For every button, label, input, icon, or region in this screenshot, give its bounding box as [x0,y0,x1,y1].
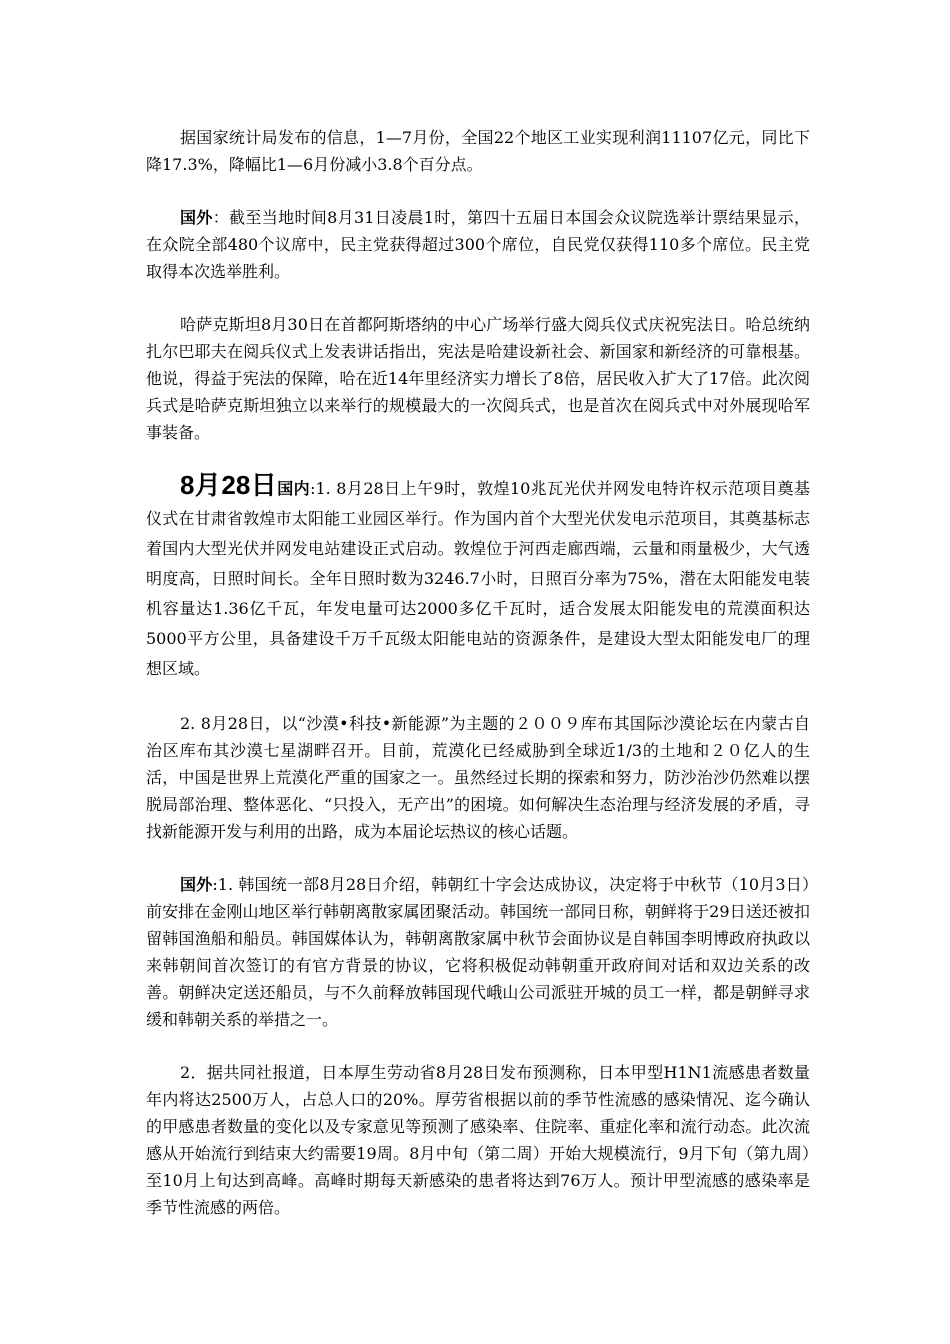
document-page [146,124,810,1247]
paragraph-korea-reunion [146,871,810,1033]
section-label-international: 国外 [180,208,213,227]
date-heading: 8月28日 [180,470,278,500]
paragraph-japan-election [146,204,810,285]
paragraph-kubuqi-forum: 2. 8月28日，以“沙漠•科技•新能源”为主题的２００９库布其国际沙漠论坛在内蒙古自治区库布其沙漠七星湖畔召开。目前，荒漠化已经威胁到全球近1/3的土地和２０亿人的生活，中国是世界上荒漠化严重的国家之一。虽然经过长期的探索和努力，防沙治沙仍然难以摆脱局部治理、整体恶化、“只投入，无产出”的困境。如何解决生态治理与经济发展的矛盾，寻找新能源开发与利用的出路，成为本届论坛热议的核心话题。 [146,714,810,841]
section-label-domestic: 国内 [277,479,311,498]
section-label-international: 国外 [180,875,213,894]
paragraph-text: :1. 韩国统一部8月28日介绍，韩朝红十字会达成协议，决定将于中秋节（10月3日）前安排在金刚山地区举行韩朝离散家属团聚活动。韩国统一部同日称，朝鲜将于29日送还被扣留韩国渔船和船员。韩国媒体认为，韩朝离散家属中秋节会面协议是自韩国李明博政府执政以来韩朝间首次签订的有官方背景的协议，它将积极促动韩朝重开政府间对话和双边关系的改善。朝鲜决定送还船员，与不久前释放韩国现代峨山公司派驻开城的员工一样，都是朝鲜寻求缓和韩朝关系的举措之一。 [146,875,810,1029]
paragraph-kazakhstan-parade: 哈萨克斯坦8月30日在首都阿斯塔纳的中心广场举行盛大阅兵仪式庆祝宪法日。哈总统纳扎尔巴耶夫在阅兵仪式上发表讲话指出，宪法是哈建设新社会、新国家和新经济的可靠根基。他说，得益于宪法的保障，哈在近14年里经济实力增长了8倍，居民收入扩大了17倍。此次阅兵式是哈萨克斯坦独立以来举行的规模最大的一次阅兵式，也是首次在阅兵式中对外展现哈军事装备。 [146,315,810,442]
paragraph-text: :1. 8月28日上午9时，敦煌10兆瓦光伏并网发电特许权示范项目奠基仪式在甘肃省敦煌市太阳能工业园区举行。作为国内首个大型光伏发电示范项目，其奠基标志着国内大型光伏并网发电站建设正式启动。敦煌位于河西走廊西端，云量和雨量极少，大气透明度高，日照时间长。全年日照时数为3246.7小时，日照百分率为75%，潜在太阳能发电装机容量达1.36亿千瓦，年发电量可达2000多亿千瓦时，适合发展太阳能发电的荒漠面积达5000平方公里，具备建设千万千瓦级太阳能电站的资源条件，是建设大型太阳能发电厂的理想区域。 [146,479,810,678]
paragraph-industrial-profits: 据国家统计局发布的信息，1—7月份，全国22个地区工业实现利润11107亿元，同比下降17.3%，降幅比1—6月份减小3.8个百分点。 [146,128,810,174]
paragraph-dunhuang-solar [146,472,810,684]
paragraph-japan-flu: 2．据共同社报道，日本厚生劳动省8月28日发布预测称，日本甲型H1N1流感患者数量年内将达2500万人，占总人口的20%。厚劳省根据以前的季节性流感的感染情况、迄今确认的甲感患者数量的变化以及专家意见等预测了感染率、住院率、重症化率和流行动态。此次流感从开始流行到结束大约需要19周。8月中旬（第二周）开始大规模流行，9月下旬（第九周）至10月上旬达到高峰。高峰时期每天新感染的患者将达到76万人。预计甲型流感的感染率是季节性流感的两倍。 [146,1063,810,1217]
paragraph-text: ：截至当地时间8月31日凌晨1时，第四十五届日本国会众议院选举计票结果显示，在众院全部480个议席中，民主党获得超过300个席位，自民党仅获得110多个席位。民主党取得本次选举胜利。 [146,208,810,281]
